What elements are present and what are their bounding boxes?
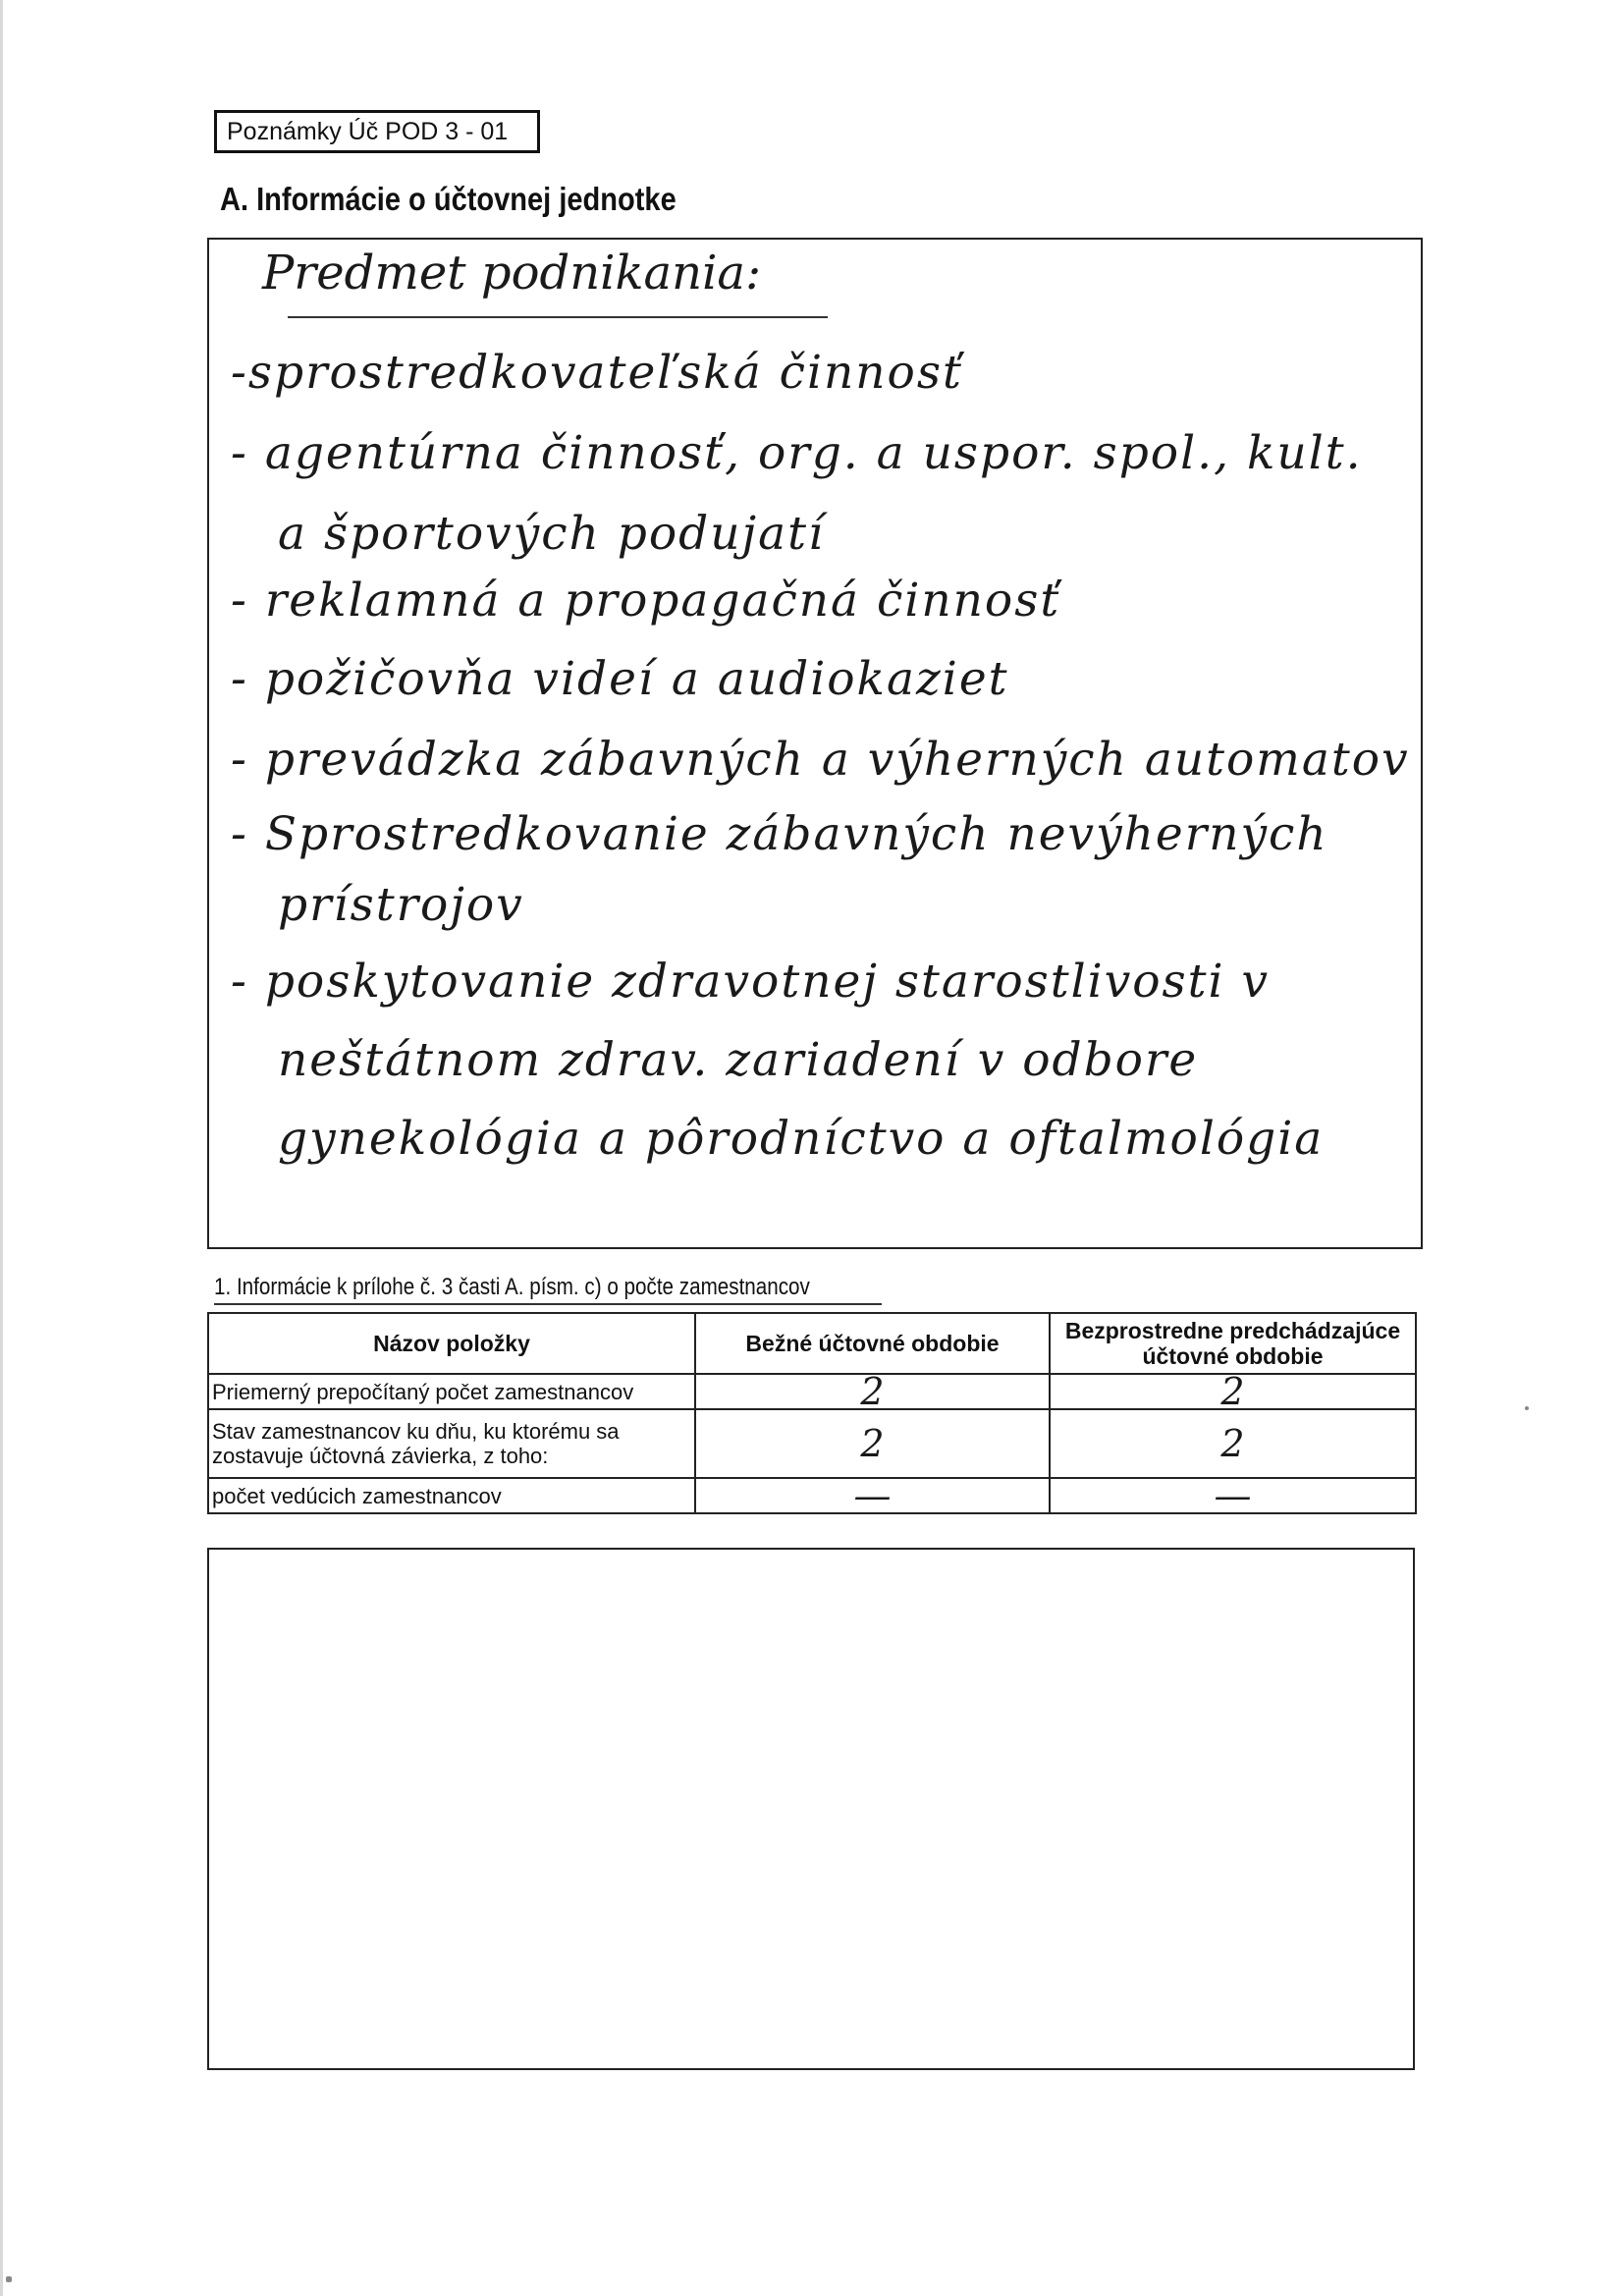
column-header-current-period: Bežné účtovné obdobie	[695, 1313, 1050, 1374]
activity-line: - požičovňa videí a audiokaziet	[231, 652, 1009, 706]
column-header-previous-period: Bezprostredne predchádzajúce účtovné obdobie	[1050, 1313, 1416, 1374]
table-row	[208, 1409, 1416, 1478]
employees-heading-underline	[214, 1303, 882, 1305]
row-label: Stav zamestnancov ku dňu, ku ktorému sa zostavuje účtovná závierka, z toho:	[208, 1409, 695, 1478]
activity-line: neštátnom zdrav. zariadení v odbore	[278, 1033, 1199, 1087]
table-row	[208, 1478, 1416, 1513]
previous-period-value: —	[1050, 1478, 1416, 1513]
row-label: Priemerný prepočítaný počet zamestnancov	[208, 1374, 695, 1409]
notes-box	[207, 1548, 1415, 2070]
activity-line: prístrojov	[278, 878, 524, 932]
business-activity-box	[207, 238, 1423, 1249]
employees-section-heading: 1. Informácie k prílohe č. 3 časti A. písm. c) o počte zamestnancov	[214, 1274, 810, 1300]
business-activity-heading: Predmet podnikania:	[262, 246, 762, 301]
activity-line: -sprostredkovateľská činnosť	[231, 346, 963, 400]
activity-line: a športových podujatí	[278, 507, 826, 561]
scan-left-edge	[0, 0, 3, 2296]
current-period-value: 2	[695, 1409, 1050, 1478]
previous-period-value: 2	[1050, 1374, 1416, 1409]
table-row	[208, 1374, 1416, 1409]
activity-line: gynekológia a pôrodníctvo a oftalmológia	[278, 1112, 1325, 1166]
scan-speck	[6, 2276, 12, 2282]
scan-speck	[1525, 1406, 1529, 1410]
activity-line: - reklamná a propagačná činnosť	[231, 574, 1061, 628]
activity-line: - poskytovanie zdravotnej starostlivosti v	[231, 955, 1271, 1009]
form-code-label: Poznámky Úč POD 3 - 01	[214, 110, 540, 153]
current-period-value: 2	[695, 1374, 1050, 1409]
current-period-value: —	[695, 1478, 1050, 1513]
activity-line: - prevádzka zábavných a výherných automatov	[231, 733, 1410, 787]
activity-line: - agentúrna činnosť, org. a uspor. spol., kult.	[231, 426, 1363, 480]
row-label: počet vedúcich zamestnancov	[208, 1478, 695, 1513]
heading-underline	[288, 316, 828, 318]
previous-period-value: 2	[1050, 1409, 1416, 1478]
column-header-item-name: Názov položky	[208, 1313, 695, 1374]
section-title: A. Informácie o účtovnej jednotke	[220, 181, 677, 217]
activity-line: - Sprostredkovanie zábavných nevýherných	[231, 807, 1328, 861]
employees-table	[207, 1312, 1417, 1517]
